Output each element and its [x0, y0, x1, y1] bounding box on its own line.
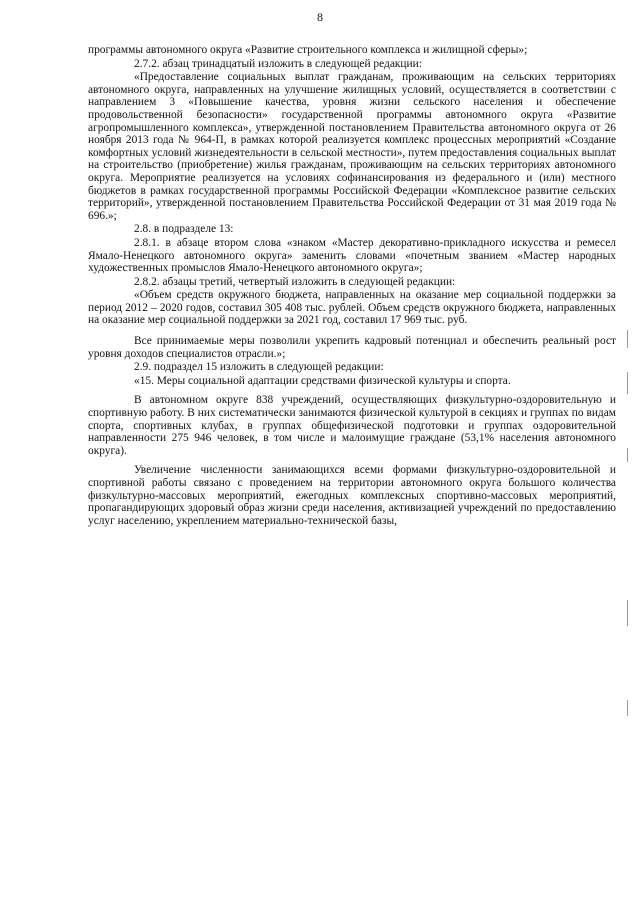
paragraph-sports-institutions: В автономном округе 838 учреждений, осуществляющих физкультурно-оздоровительную и спортивную работу. В них систематически занимаются физической культурой в секциях и группах по видам спорта, спортивных клубах, в группах общефизической подготовки и группах оздоровительной направленности 275 946 человек, в том числе и малоимущие граждане (53,1% населения автономного округа).: [88, 394, 616, 457]
paragraph-quote-budget: «Объем средств окружного бюджета, направленных на оказание мер социальной поддержки за период 2012 – 2020 годов, составил 305 408 тыс. рублей. Объем средств окружного бюджета, направленных на оказание мер социальной поддержки за 2021 год, составил 17 969 тыс. руб.: [88, 289, 616, 327]
page-number: 8: [317, 10, 323, 24]
document-body: [88, 44, 616, 527]
paragraph-section-15-title: «15. Меры социальной адаптации средствами физической культуры и спорта.: [134, 374, 511, 387]
paragraph-continuation: программы автономного округа «Развитие строительного комплекса и жилищной сферы»;: [88, 44, 528, 56]
scan-edge-mark: [627, 600, 628, 626]
paragraph-2-8: 2.8. в подразделе 13:: [134, 223, 234, 236]
paragraph-2-8-1: 2.8.1. в абзаце втором слова «знаком «Мастер декоративно-прикладного искусства и ремесел Ямало-Ненецкого автономного округа» заменить словами «почетным званием «Мастер народных художественных промыслов Ямало-Ненецкого автономного округа»;: [88, 236, 616, 275]
scan-edge-mark: [627, 448, 628, 462]
paragraph-2-7-2: 2.7.2. абзац тринадцатый изложить в следующей редакции:: [134, 57, 422, 70]
paragraph-sports-growth: Увеличение численности занимающихся всеми формами физкультурно-оздоровительной и спортивной работы связано с проведением на территории автономного округа большого количества физкультурно-массовых мероприятий, ежегодных комплексных спортивно-массовых мероприятий, пропагандирующих здоровый образ жизни среди населения, активизацией учреждений по предоставлению услуг населению, укреплением материально-технической базы,: [88, 464, 616, 527]
paragraph-2-9: 2.9. подраздел 15 изложить в следующей редакции:: [134, 361, 384, 374]
scan-edge-mark: [627, 372, 628, 394]
scan-edge-mark: [627, 330, 628, 348]
paragraph-measures: Все принимаемые меры позволили укрепить кадровый потенциал и обеспечить реальный рост уровня доходов специалистов отрасли.»;: [88, 335, 616, 360]
scan-edge-mark: [627, 700, 628, 716]
paragraph-2-8-2: 2.8.2. абзацы третий, четвертый изложить в следующей редакции:: [134, 275, 456, 288]
paragraph-quote-social-payments: «Предоставление социальных выплат гражданам, проживающим на сельских территориях автономного округа, направленных на улучшение жилищных условий, осуществляется в соответствии с направлением 3 «Повышение качества, уровня жизни сельского населения и обеспечение продовольственной безопасности» государственной программы автономного округа «Развитие агропромышленного комплекса», утвержденной постановлением Правительства автономного округа от 26 ноября 2013 года № 964-П, в рамках которой реализуется комплекс процессных мероприятий «Создание комфортных условий жизнедеятельности в сельской местности», путем предоставления социальных выплат на строительство (приобретение) жилья гражданам, проживающим на сельских территориях автономного округа. Мероприятие реализуется на условиях софинансирования из федерального и (или) местного бюджетов в рамках государственной программы Российской Федерации «Комплексное развитие сельских территорий», утвержденной постановлением Правительства Российской Федерации от 31 мая 2019 года № 696.»;: [88, 71, 616, 222]
